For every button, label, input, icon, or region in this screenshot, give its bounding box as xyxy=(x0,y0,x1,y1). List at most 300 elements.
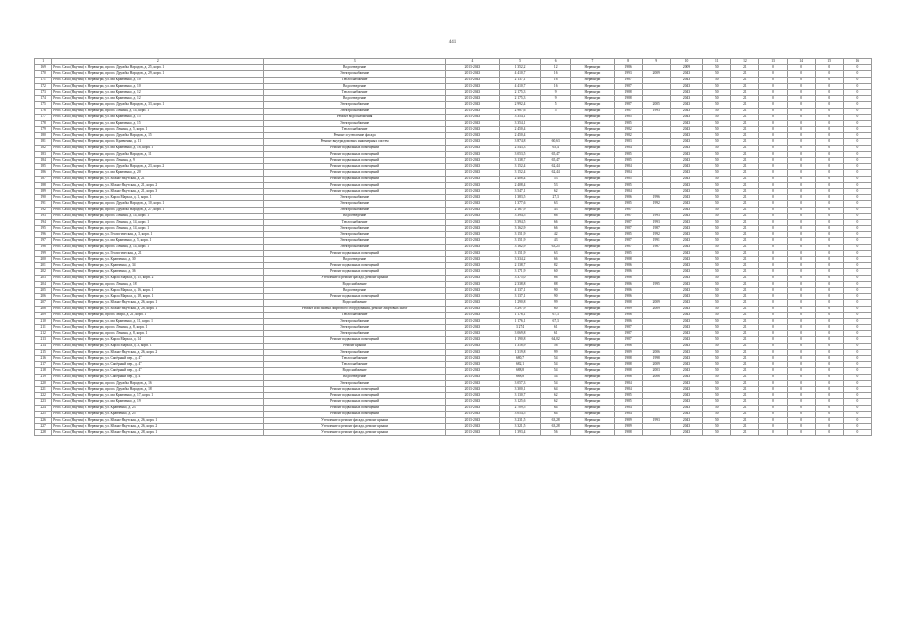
address-cell: Респ. Саха (Якутия) г. Нерюнгри, ул. Карла Маркса, д. 16, корп. 1 xyxy=(52,287,264,293)
table-cell: 2043 xyxy=(670,219,702,225)
table-cell: 0 xyxy=(815,349,843,355)
table-cell: Нерюнгри xyxy=(571,300,614,306)
table-cell: 1987 xyxy=(614,77,642,83)
table-cell: 50 xyxy=(703,306,731,312)
table-cell: 0 xyxy=(787,207,815,213)
table-cell: 2013-2043 xyxy=(445,133,499,139)
table-cell: 0 xyxy=(843,356,871,362)
table-cell: 0 xyxy=(787,300,815,306)
table-cell: 0 xyxy=(759,411,787,417)
table-cell: 0 xyxy=(787,226,815,232)
table-cell: 0 xyxy=(759,331,787,337)
table-cell: 0 xyxy=(843,362,871,368)
table-cell: 0 xyxy=(843,96,871,102)
table-cell: 214 xyxy=(35,343,52,349)
table-cell: 0 xyxy=(787,195,815,201)
table-cell: 1987 xyxy=(614,219,642,225)
table-cell: 0 xyxy=(759,343,787,349)
address-cell: Респ. Саха (Якутия) г. Нерюнгри, просп. Дружбы Народов, д. 27, корп. 1 xyxy=(52,207,264,213)
table-cell: 50 xyxy=(703,399,731,405)
table-cell: 1996 xyxy=(642,195,670,201)
table-cell: 2013-2043 xyxy=(445,374,499,380)
table-cell: 0 xyxy=(759,83,787,89)
table-cell: 0 xyxy=(815,244,843,250)
table-cell: 2013-2043 xyxy=(445,287,499,293)
table-cell: 50 xyxy=(703,207,731,213)
table-cell: 21 xyxy=(731,170,759,176)
address-cell: Респ. Саха (Якутия) г. Нерюнгри, ул. Кравченко, д. 34 xyxy=(52,263,264,269)
table-cell: 2 408,4 xyxy=(499,182,540,188)
table-cell: 0 xyxy=(759,380,787,386)
table-cell: 0 xyxy=(787,83,815,89)
table-cell: 0 xyxy=(843,374,871,380)
table-cell: 21 xyxy=(731,349,759,355)
work-type-cell: Ремонт подвальных помещений xyxy=(264,411,446,417)
table-cell: 21 xyxy=(731,232,759,238)
table-cell: 2009 xyxy=(642,300,670,306)
table-cell: 50 xyxy=(703,337,731,343)
table-cell: 0 xyxy=(843,349,871,355)
table-cell: 0 xyxy=(815,108,843,114)
work-type-cell: Электроснабжение xyxy=(264,195,446,201)
table-cell: 2 137,1 xyxy=(499,77,540,83)
table-cell: 2043 xyxy=(670,424,702,430)
column-header: 11 xyxy=(703,59,731,65)
table-cell: 64,02 xyxy=(541,337,571,343)
work-type-cell: Водоотведение xyxy=(264,213,446,219)
table-cell: Нерюнгри xyxy=(571,108,614,114)
table-cell: 213 xyxy=(35,337,52,343)
table-cell: 2043 xyxy=(670,386,702,392)
table-cell: 1985 xyxy=(614,232,642,238)
table-cell: 171 xyxy=(35,77,52,83)
address-cell: Респ. Саха (Якутия) г. Нерюнгри, ул. Южно-Якутская, д. 21, корп. 3 xyxy=(52,188,264,194)
table-cell: 50 xyxy=(703,275,731,281)
table-cell: 50 xyxy=(703,349,731,355)
table-cell: 0 xyxy=(759,114,787,120)
table-cell: 1 176,1 xyxy=(499,312,540,318)
table-cell: 0 xyxy=(759,294,787,300)
table-cell: 2005 xyxy=(642,102,670,108)
address-cell: Респ. Саха (Якутия) г. Нерюнгри, ул. Южно-Якутская, д. 26, корп. 2 xyxy=(52,424,264,430)
address-cell: Респ. Саха (Якутия) г. Нерюнгри, ул. Кравченко, д. 30 xyxy=(52,257,264,263)
table-cell: 0 xyxy=(815,102,843,108)
table-cell: 21 xyxy=(731,417,759,423)
table-cell: 2013-2043 xyxy=(445,349,499,355)
table-cell: 205 xyxy=(35,287,52,293)
table-cell: 218 xyxy=(35,368,52,374)
table-cell: 0 xyxy=(843,195,871,201)
table-cell: 0 xyxy=(759,430,787,436)
table-cell: 0 xyxy=(843,238,871,244)
table-cell: 50 xyxy=(703,356,731,362)
table-cell: 0 xyxy=(815,411,843,417)
table-cell: 0 xyxy=(843,312,871,318)
table-cell: 196 xyxy=(35,232,52,238)
table-cell: 200 xyxy=(35,257,52,263)
table-cell: 192 xyxy=(35,207,52,213)
table-cell: 2043 xyxy=(670,318,702,324)
table-cell: 1987 xyxy=(614,207,642,213)
table-cell: Нерюнгри xyxy=(571,65,614,71)
table-cell: 0 xyxy=(843,213,871,219)
table-cell: 3 152,4 xyxy=(499,164,540,170)
table-cell: 0 xyxy=(759,89,787,95)
table-cell: 0 xyxy=(815,368,843,374)
table-cell: 60,63 xyxy=(541,139,571,145)
address-cell: Респ. Саха (Якутия) г. Нерюнгри, ул. им Кравченко, д. 15 xyxy=(52,114,264,120)
table-cell: 50 xyxy=(703,368,731,374)
table-row xyxy=(35,430,872,436)
table-cell: 64 xyxy=(541,411,571,417)
table-cell: 50 xyxy=(703,325,731,331)
table-cell: 50 xyxy=(703,393,731,399)
table-cell: 2043 xyxy=(670,281,702,287)
table-cell: 3 151,9 xyxy=(499,250,540,256)
table-cell: 1987 xyxy=(614,83,642,89)
column-header: 7 xyxy=(571,59,614,65)
table-cell: 50 xyxy=(703,238,731,244)
table-cell: 0 xyxy=(815,362,843,368)
work-type-cell: Ремонт подвальных помещений xyxy=(264,188,446,194)
table-cell: 1986 xyxy=(614,343,642,349)
table-cell: 0 xyxy=(787,96,815,102)
table-cell: 0 xyxy=(843,232,871,238)
table-cell: Нерюнгри xyxy=(571,226,614,232)
table-cell: Нерюнгри xyxy=(571,176,614,182)
table-cell: 0 xyxy=(815,127,843,133)
table-cell: 1988 xyxy=(614,257,642,263)
table-cell: 21 xyxy=(731,201,759,207)
table-cell: Нерюнгри xyxy=(571,207,614,213)
table-cell: 50 xyxy=(703,287,731,293)
table-cell: 0 xyxy=(759,77,787,83)
table-cell: 0 xyxy=(815,213,843,219)
table-cell: 2006 xyxy=(642,349,670,355)
table-cell: 21 xyxy=(731,151,759,157)
address-cell: Респ. Саха (Якутия) г. Нерюнгри, ул. Южно-Якутская, д. 26, корп. 1 xyxy=(52,417,264,423)
address-cell: Респ. Саха (Якутия) г. Нерюнгри, ул. Карла Маркса, д. 3, корп. 1 xyxy=(52,343,264,349)
work-type-cell: Электроснабжение xyxy=(264,325,446,331)
table-cell: 50 xyxy=(703,405,731,411)
table-cell: 21 xyxy=(731,71,759,77)
table-cell: 4 410,7 xyxy=(499,83,540,89)
table-cell: 21 xyxy=(731,77,759,83)
table-cell: 2043 xyxy=(670,399,702,405)
work-type-cell: Электроснабжение xyxy=(264,120,446,126)
table-cell: 0 xyxy=(787,263,815,269)
table-cell: 0 xyxy=(759,356,787,362)
table-cell: 0 xyxy=(787,201,815,207)
address-cell: Респ. Саха (Якутия) г. Нерюнгри, ул. им Кравченко, д. 12 xyxy=(52,89,264,95)
table-cell: Нерюнгри xyxy=(571,257,614,263)
table-cell: 0 xyxy=(843,77,871,83)
table-cell: 2043 xyxy=(670,263,702,269)
table-cell: 0 xyxy=(787,164,815,170)
table-cell: 0 xyxy=(759,232,787,238)
table-cell: 0 xyxy=(815,257,843,263)
table-cell: 0 xyxy=(843,405,871,411)
table-cell: 0 xyxy=(843,102,871,108)
table-cell: 21 xyxy=(731,188,759,194)
table-cell: 0 xyxy=(843,151,871,157)
column-header: 4 xyxy=(445,59,499,65)
table-cell: 67,3 xyxy=(541,318,571,324)
table-cell: 0 xyxy=(759,250,787,256)
table-cell: 175 xyxy=(35,102,52,108)
table-cell: 0 xyxy=(843,89,871,95)
table-cell: 0 xyxy=(843,386,871,392)
table-cell: Нерюнгри xyxy=(571,170,614,176)
table-cell: 2013-2043 xyxy=(445,281,499,287)
table-cell: 21 xyxy=(731,226,759,232)
address-cell: Респ. Саха (Якутия) г. Нерюнгри, ул. Южно-Якутская, д. 28, корп. 1 xyxy=(52,306,264,312)
table-cell: 21 xyxy=(731,294,759,300)
table-cell: 0 xyxy=(787,318,815,324)
table-cell: 0 xyxy=(787,238,815,244)
address-cell: Респ. Саха (Якутия) г. Нерюнгри, ул. Южно-Якутская, д. 21, корп. 2 xyxy=(52,182,264,188)
table-cell: 90 xyxy=(541,294,571,300)
table-cell: 221 xyxy=(35,386,52,392)
table-cell: 2013-2043 xyxy=(445,176,499,182)
work-type-cell: Ремонт подвальных помещений xyxy=(264,182,446,188)
table-cell: 21 xyxy=(731,207,759,213)
address-cell: Респ. Саха (Якутия) г. Нерюнгри, просп. Дружбы Народов, д. 29, корп. 1 xyxy=(52,71,264,77)
table-cell: 54 xyxy=(541,356,571,362)
table-cell: 2043 xyxy=(670,374,702,380)
table-cell: 0 xyxy=(843,108,871,114)
work-type-cell: Теплоснабжение xyxy=(264,312,446,318)
work-type-cell: Электроснабжение xyxy=(264,349,446,355)
table-cell: Нерюнгри xyxy=(571,411,614,417)
table-cell: 3 297,9 xyxy=(499,306,540,312)
table-cell: 0 xyxy=(815,306,843,312)
table-cell: 50 xyxy=(703,244,731,250)
table-cell: 21 xyxy=(731,219,759,225)
table-cell: 50 xyxy=(703,65,731,71)
table-cell: 61 xyxy=(541,331,571,337)
table-cell: 2043 xyxy=(670,201,702,207)
table-cell: 0 xyxy=(843,343,871,349)
table-cell: 1987 xyxy=(642,244,670,250)
table-cell: 1998 xyxy=(642,356,670,362)
table-cell: Нерюнгри xyxy=(571,96,614,102)
table-cell: 2 450,4 xyxy=(499,127,540,133)
table-cell: 50 xyxy=(703,139,731,145)
table-cell: 0 xyxy=(759,158,787,164)
table-cell: 1986 xyxy=(614,287,642,293)
table-cell: 3 057,3 xyxy=(499,380,540,386)
table-cell: 0 xyxy=(759,287,787,293)
table-cell: 0 xyxy=(843,120,871,126)
work-type-cell: Водоснабжение xyxy=(264,368,446,374)
table-cell: 43 xyxy=(541,207,571,213)
table-cell: 21 xyxy=(731,238,759,244)
table-cell: 2043 xyxy=(670,430,702,436)
column-header: 15 xyxy=(815,59,843,65)
work-type-cell: Электроснабжение xyxy=(264,226,446,232)
table-cell: 194 xyxy=(35,219,52,225)
table-cell: 50 xyxy=(703,257,731,263)
table-cell: 1985 xyxy=(614,151,642,157)
table-cell: 3 138,7 xyxy=(499,158,540,164)
table-cell: 2013-2043 xyxy=(445,343,499,349)
table-cell: 2013-2043 xyxy=(445,158,499,164)
table-cell: 0 xyxy=(815,417,843,423)
table-cell: Нерюнгри xyxy=(571,318,614,324)
table-cell: 0 xyxy=(843,275,871,281)
work-type-cell: Водоснабжение xyxy=(264,300,446,306)
table-cell: 21 xyxy=(731,362,759,368)
table-cell: 1986 xyxy=(614,263,642,269)
table-cell: 0 xyxy=(815,312,843,318)
table-cell: 2013-2043 xyxy=(445,226,499,232)
table-cell: 2043 xyxy=(670,269,702,275)
table-cell: 176 xyxy=(35,108,52,114)
table-cell: 2043 xyxy=(670,250,702,256)
table-cell: 2043 xyxy=(670,356,702,362)
table-cell: 0 xyxy=(787,362,815,368)
table-cell: 1987 xyxy=(614,331,642,337)
table-cell: 0 xyxy=(815,337,843,343)
table-cell: 2043 xyxy=(670,176,702,182)
table-cell xyxy=(642,430,670,436)
table-cell: 2013-2043 xyxy=(445,306,499,312)
work-type-cell: Ремонт водоснабжения xyxy=(264,114,446,120)
table-cell: 0 xyxy=(759,133,787,139)
table-cell: 21 xyxy=(731,65,759,71)
table-cell: 67,3 xyxy=(541,312,571,318)
table-cell: 0 xyxy=(787,250,815,256)
table-cell: 3 137,1 xyxy=(499,294,540,300)
table-cell: 21 xyxy=(731,325,759,331)
address-cell: Респ. Саха (Якутия) г. Нерюнгри, ул. Южно-Якутская, д. 28, корп. 1 xyxy=(52,430,264,436)
table-cell: Нерюнгри xyxy=(571,195,614,201)
column-header: 16 xyxy=(843,59,871,65)
table-cell: 3 171,9 xyxy=(499,269,540,275)
page-number: 441 xyxy=(448,40,457,45)
table-cell: Нерюнгри xyxy=(571,424,614,430)
address-cell: Респ. Саха (Якутия) г. Нерюнгри, ул. Геологическая, д. 3, корп. 1 xyxy=(52,232,264,238)
table-cell: 2043 xyxy=(670,306,702,312)
table-cell: 0 xyxy=(815,133,843,139)
table-cell: 0 xyxy=(815,325,843,331)
table-cell: 215 xyxy=(35,349,52,355)
table-cell: 3 300,1 xyxy=(499,386,540,392)
table-cell: 62,44 xyxy=(541,164,571,170)
table-cell: 0 xyxy=(759,71,787,77)
table-cell: 27,3 xyxy=(541,195,571,201)
table-cell: 199 xyxy=(35,250,52,256)
table-cell: 21 xyxy=(731,182,759,188)
table-cell: 66 xyxy=(541,226,571,232)
table-cell: 0 xyxy=(787,77,815,83)
table-cell: 224 xyxy=(35,405,52,411)
table-cell: 170 xyxy=(35,71,52,77)
address-cell: Респ. Саха (Якутия) г. Нерюнгри, просп. Дружбы Народов, д. 15 xyxy=(52,133,264,139)
table-cell: Нерюнгри xyxy=(571,356,614,362)
table-cell: 1987 xyxy=(614,238,642,244)
table-cell: 2043 xyxy=(670,213,702,219)
table-cell: Нерюнгри xyxy=(571,213,614,219)
table-cell: 1 290,8 xyxy=(499,300,540,306)
table-cell: 2013-2043 xyxy=(445,71,499,77)
table-cell: 82 xyxy=(541,263,571,269)
table-cell: 2043 xyxy=(670,145,702,151)
table-cell: Нерюнгри xyxy=(571,349,614,355)
table-cell: 66 xyxy=(541,219,571,225)
table-cell: 63 xyxy=(541,250,571,256)
table-cell: 2043 xyxy=(670,127,702,133)
table-cell: 1 176,1 xyxy=(499,318,540,324)
table-cell: 0 xyxy=(843,188,871,194)
table-cell: 54 xyxy=(541,380,571,386)
address-cell: Респ. Саха (Якутия) г. Нерюнгри, просп. Ленина, д. 14, корп. 1 xyxy=(52,219,264,225)
table-cell: 50 xyxy=(703,232,731,238)
address-cell: Респ. Саха (Якутия) г. Нерюнгри, просп. Дружбы Народов, д. 33, корп. 1 xyxy=(52,102,264,108)
work-type-cell: Ремонт крыши xyxy=(264,343,446,349)
table-cell: 0 xyxy=(759,399,787,405)
table-cell: 3 151,9 xyxy=(499,238,540,244)
table-cell: 21 xyxy=(731,405,759,411)
table-cell: Нерюнгри xyxy=(571,263,614,269)
table-cell: 0 xyxy=(787,405,815,411)
table-cell: 21 xyxy=(731,145,759,151)
table-cell: 50 xyxy=(703,380,731,386)
table-cell: 1993 xyxy=(642,108,670,114)
table-cell: 1983 xyxy=(614,139,642,145)
table-cell: 50 xyxy=(703,201,731,207)
table-cell: 62 xyxy=(541,399,571,405)
address-cell: Респ. Саха (Якутия) г. Нерюнгри, ул. Сапёрный пер., д. 4" xyxy=(52,374,264,380)
table-cell: 222 xyxy=(35,393,52,399)
table-cell: 21 xyxy=(731,96,759,102)
table-cell: 0 xyxy=(759,374,787,380)
table-cell: 2013-2043 xyxy=(445,195,499,201)
table-cell: 0 xyxy=(843,331,871,337)
table-cell: 178 xyxy=(35,120,52,126)
work-type-cell: Водоотведение xyxy=(264,96,446,102)
table-cell: 2043 xyxy=(670,89,702,95)
table-cell: 61 xyxy=(541,325,571,331)
table-cell: 50 xyxy=(703,170,731,176)
table-cell: 0 xyxy=(787,281,815,287)
table-cell: 0 xyxy=(843,65,871,71)
table-cell: 1987 xyxy=(614,213,642,219)
table-cell: 208 xyxy=(35,306,52,312)
table-cell: 21 xyxy=(731,102,759,108)
table-cell: 0 xyxy=(759,312,787,318)
table-cell: 9 xyxy=(541,96,571,102)
table-cell: 1986 xyxy=(614,318,642,324)
table-cell: 50 xyxy=(703,158,731,164)
address-cell: Респ. Саха (Якутия) г. Нерюнгри, просп. Ленина, д. 14, корп. 1 xyxy=(52,244,264,250)
address-cell: Респ. Саха (Якутия) г. Нерюнгри, ул. Южно-Якутская, д. 21 xyxy=(52,176,264,182)
address-cell: Респ. Саха (Якутия) г. Нерюнгри, просп. Дружбы Народов, д. 10, корп. 1 xyxy=(52,201,264,207)
table-cell: 21 xyxy=(731,386,759,392)
table-cell: 2013-2043 xyxy=(445,96,499,102)
table-cell: 2043 xyxy=(670,275,702,281)
table-cell: 0 xyxy=(815,287,843,293)
table-cell: 2013-2043 xyxy=(445,275,499,281)
table-cell: 21 xyxy=(731,269,759,275)
table-cell: 50 xyxy=(703,226,731,232)
table-cell: Нерюнгри xyxy=(571,120,614,126)
table-cell: Нерюнгри xyxy=(571,114,614,120)
table-cell: 2013-2043 xyxy=(445,393,499,399)
table-cell: Нерюнгри xyxy=(571,133,614,139)
work-type-cell: Ремонт подвальных помещений xyxy=(264,386,446,392)
